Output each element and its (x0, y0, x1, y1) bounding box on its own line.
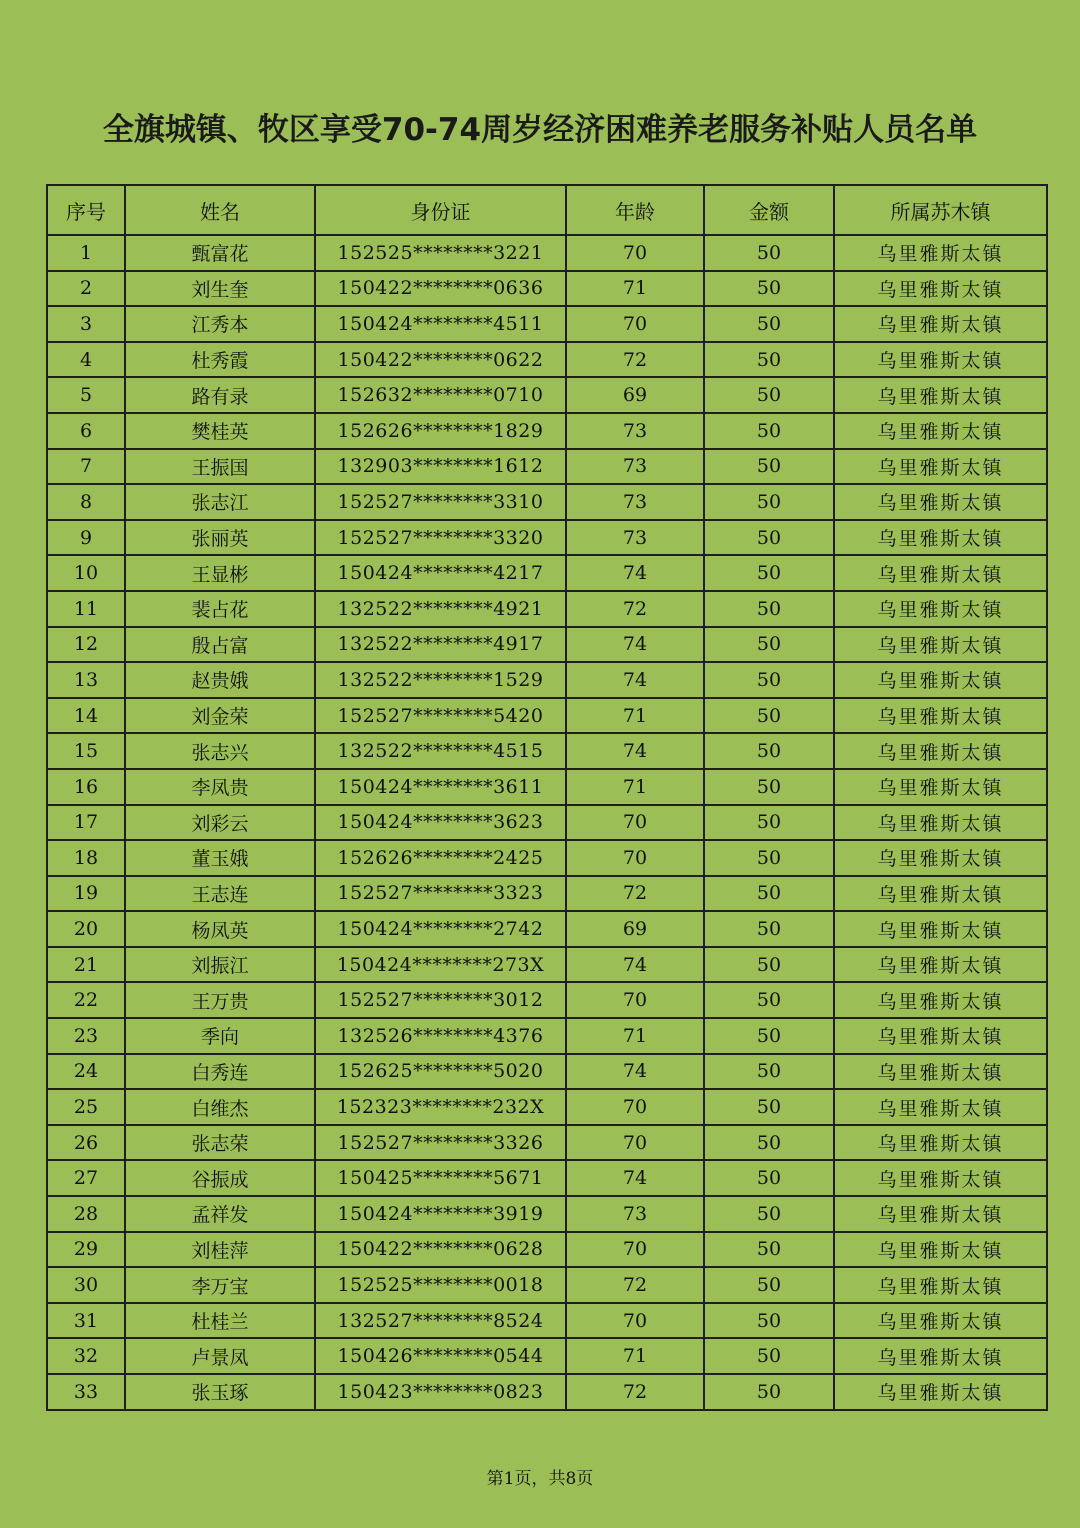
id-number-cell: 150424********4217 (315, 555, 566, 591)
page-number: 第1页，共8页 (486, 1469, 594, 1489)
town-cell: 乌里雅斯太镇 (834, 1160, 1047, 1196)
town-cell: 乌里雅斯太镇 (834, 1054, 1047, 1090)
id-number-cell: 150422********0628 (315, 1232, 566, 1268)
id-number-cell: 152527********3320 (315, 520, 566, 556)
row-index-cell: 17 (47, 805, 125, 841)
amount-cell: 50 (704, 947, 834, 983)
row-index-cell: 15 (47, 733, 125, 769)
id-number-cell: 132522********4921 (315, 591, 566, 627)
person-name-cell: 张志江 (125, 484, 315, 520)
table-row (47, 947, 1047, 983)
id-number-cell: 150424********3611 (315, 769, 566, 805)
table-row (47, 876, 1047, 912)
row-index-cell: 12 (47, 627, 125, 663)
town-cell: 乌里雅斯太镇 (834, 235, 1047, 271)
age-cell: 72 (566, 591, 704, 627)
table-row (47, 1054, 1047, 1090)
row-index-cell: 33 (47, 1374, 125, 1410)
age-cell: 74 (566, 662, 704, 698)
id-number-cell: 132522********1529 (315, 662, 566, 698)
person-name-cell: 王振国 (125, 449, 315, 485)
table-row (47, 627, 1047, 663)
id-number-cell: 152625********5020 (315, 1054, 566, 1090)
town-cell: 乌里雅斯太镇 (834, 377, 1047, 413)
amount-cell: 50 (704, 484, 834, 520)
table-row (47, 1232, 1047, 1268)
amount-cell: 50 (704, 1338, 834, 1374)
row-index-cell: 9 (47, 520, 125, 556)
town-cell: 乌里雅斯太镇 (834, 1303, 1047, 1339)
table-body (47, 235, 1047, 1410)
id-number-cell: 152323********232X (315, 1089, 566, 1125)
row-index-cell: 14 (47, 698, 125, 734)
age-cell: 73 (566, 520, 704, 556)
row-index-cell: 18 (47, 840, 125, 876)
person-name-cell: 刘彩云 (125, 805, 315, 841)
id-number-cell: 152527********5420 (315, 698, 566, 734)
person-name-cell: 杨凤英 (125, 911, 315, 947)
table-row (47, 1374, 1047, 1410)
amount-cell: 50 (704, 1232, 834, 1268)
amount-cell: 50 (704, 520, 834, 556)
town-cell: 乌里雅斯太镇 (834, 1267, 1047, 1303)
table-row (47, 1018, 1047, 1054)
age-cell: 72 (566, 1374, 704, 1410)
amount-cell: 50 (704, 627, 834, 663)
row-index-cell: 29 (47, 1232, 125, 1268)
table-row (47, 449, 1047, 485)
person-name-cell: 杜秀霞 (125, 342, 315, 378)
id-number-cell: 150426********0544 (315, 1338, 566, 1374)
age-cell: 70 (566, 235, 704, 271)
id-number-cell: 132526********4376 (315, 1018, 566, 1054)
table-header-row (47, 185, 1047, 235)
row-index-cell: 16 (47, 769, 125, 805)
table-row (47, 484, 1047, 520)
id-number-cell: 152527********3012 (315, 982, 566, 1018)
town-cell: 乌里雅斯太镇 (834, 840, 1047, 876)
amount-cell: 50 (704, 1374, 834, 1410)
amount-cell: 50 (704, 1303, 834, 1339)
age-cell: 70 (566, 1232, 704, 1268)
id-number-cell: 132522********4917 (315, 627, 566, 663)
town-cell: 乌里雅斯太镇 (834, 413, 1047, 449)
age-cell: 70 (566, 982, 704, 1018)
table-row (47, 1089, 1047, 1125)
row-index-cell: 5 (47, 377, 125, 413)
person-name-cell: 白维杰 (125, 1089, 315, 1125)
age-cell: 72 (566, 1267, 704, 1303)
person-name-cell: 裴占花 (125, 591, 315, 627)
amount-cell: 50 (704, 840, 834, 876)
age-cell: 74 (566, 1054, 704, 1090)
amount-cell: 50 (704, 805, 834, 841)
header-age: 年龄 (566, 185, 704, 235)
id-number-cell: 150424********3919 (315, 1196, 566, 1232)
table-row (47, 555, 1047, 591)
row-index-cell: 4 (47, 342, 125, 378)
table-row (47, 342, 1047, 378)
id-number-cell: 152626********1829 (315, 413, 566, 449)
town-cell: 乌里雅斯太镇 (834, 911, 1047, 947)
row-index-cell: 8 (47, 484, 125, 520)
person-name-cell: 赵贵娥 (125, 662, 315, 698)
person-name-cell: 路有录 (125, 377, 315, 413)
table-row (47, 840, 1047, 876)
town-cell: 乌里雅斯太镇 (834, 698, 1047, 734)
amount-cell: 50 (704, 662, 834, 698)
town-cell: 乌里雅斯太镇 (834, 1089, 1047, 1125)
amount-cell: 50 (704, 342, 834, 378)
age-cell: 70 (566, 306, 704, 342)
town-cell: 乌里雅斯太镇 (834, 591, 1047, 627)
id-number-cell: 150424********273X (315, 947, 566, 983)
person-name-cell: 白秀连 (125, 1054, 315, 1090)
person-name-cell: 董玉娥 (125, 840, 315, 876)
town-cell: 乌里雅斯太镇 (834, 805, 1047, 841)
id-number-cell: 150422********0622 (315, 342, 566, 378)
amount-cell: 50 (704, 1089, 834, 1125)
id-number-cell: 150424********3623 (315, 805, 566, 841)
id-number-cell: 152626********2425 (315, 840, 566, 876)
row-index-cell: 22 (47, 982, 125, 1018)
town-cell: 乌里雅斯太镇 (834, 1232, 1047, 1268)
row-index-cell: 30 (47, 1267, 125, 1303)
person-name-cell: 殷占富 (125, 627, 315, 663)
age-cell: 73 (566, 1196, 704, 1232)
id-number-cell: 132903********1612 (315, 449, 566, 485)
table-row (47, 1196, 1047, 1232)
age-cell: 69 (566, 911, 704, 947)
age-cell: 69 (566, 377, 704, 413)
id-number-cell: 132527********8524 (315, 1303, 566, 1339)
town-cell: 乌里雅斯太镇 (834, 449, 1047, 485)
amount-cell: 50 (704, 1160, 834, 1196)
person-name-cell: 张志荣 (125, 1125, 315, 1161)
row-index-cell: 26 (47, 1125, 125, 1161)
row-index-cell: 6 (47, 413, 125, 449)
person-name-cell: 李万宝 (125, 1267, 315, 1303)
row-index-cell: 2 (47, 271, 125, 307)
table-row (47, 1125, 1047, 1161)
id-number-cell: 152632********0710 (315, 377, 566, 413)
header-town: 所属苏木镇 (834, 185, 1047, 235)
age-cell: 73 (566, 449, 704, 485)
subsidy-roster-table (46, 184, 1048, 1411)
id-number-cell: 152525********3221 (315, 235, 566, 271)
age-cell: 73 (566, 413, 704, 449)
person-name-cell: 江秀本 (125, 306, 315, 342)
row-index-cell: 27 (47, 1160, 125, 1196)
id-number-cell: 150425********5671 (315, 1160, 566, 1196)
row-index-cell: 28 (47, 1196, 125, 1232)
person-name-cell: 谷振成 (125, 1160, 315, 1196)
row-index-cell: 11 (47, 591, 125, 627)
row-index-cell: 25 (47, 1089, 125, 1125)
table-row (47, 271, 1047, 307)
table-row (47, 377, 1047, 413)
id-number-cell: 150423********0823 (315, 1374, 566, 1410)
person-name-cell: 王志连 (125, 876, 315, 912)
person-name-cell: 李凤贵 (125, 769, 315, 805)
id-number-cell: 150422********0636 (315, 271, 566, 307)
amount-cell: 50 (704, 769, 834, 805)
age-cell: 71 (566, 698, 704, 734)
table-row (47, 520, 1047, 556)
table-row (47, 413, 1047, 449)
person-name-cell: 季向 (125, 1018, 315, 1054)
person-name-cell: 孟祥发 (125, 1196, 315, 1232)
table-row (47, 805, 1047, 841)
header-index: 序号 (47, 185, 125, 235)
row-index-cell: 32 (47, 1338, 125, 1374)
table-row (47, 662, 1047, 698)
row-index-cell: 24 (47, 1054, 125, 1090)
amount-cell: 50 (704, 1267, 834, 1303)
person-name-cell: 甄富花 (125, 235, 315, 271)
age-cell: 74 (566, 555, 704, 591)
age-cell: 72 (566, 342, 704, 378)
person-name-cell: 刘金荣 (125, 698, 315, 734)
table-row (47, 911, 1047, 947)
table-row (47, 1160, 1047, 1196)
header-amount: 金额 (704, 185, 834, 235)
age-cell: 71 (566, 271, 704, 307)
table-row (47, 1338, 1047, 1374)
amount-cell: 50 (704, 449, 834, 485)
amount-cell: 50 (704, 235, 834, 271)
person-name-cell: 杜桂兰 (125, 1303, 315, 1339)
amount-cell: 50 (704, 698, 834, 734)
age-cell: 70 (566, 805, 704, 841)
row-index-cell: 31 (47, 1303, 125, 1339)
town-cell: 乌里雅斯太镇 (834, 520, 1047, 556)
table-row (47, 1303, 1047, 1339)
town-cell: 乌里雅斯太镇 (834, 1196, 1047, 1232)
person-name-cell: 刘桂萍 (125, 1232, 315, 1268)
header-id-number: 身份证 (315, 185, 566, 235)
town-cell: 乌里雅斯太镇 (834, 555, 1047, 591)
person-name-cell: 卢景凤 (125, 1338, 315, 1374)
table-row (47, 982, 1047, 1018)
town-cell: 乌里雅斯太镇 (834, 484, 1047, 520)
amount-cell: 50 (704, 377, 834, 413)
row-index-cell: 21 (47, 947, 125, 983)
amount-cell: 50 (704, 1054, 834, 1090)
town-cell: 乌里雅斯太镇 (834, 733, 1047, 769)
age-cell: 70 (566, 1125, 704, 1161)
person-name-cell: 樊桂英 (125, 413, 315, 449)
town-cell: 乌里雅斯太镇 (834, 342, 1047, 378)
row-index-cell: 19 (47, 876, 125, 912)
amount-cell: 50 (704, 1018, 834, 1054)
town-cell: 乌里雅斯太镇 (834, 769, 1047, 805)
table-row (47, 733, 1047, 769)
age-cell: 74 (566, 733, 704, 769)
amount-cell: 50 (704, 555, 834, 591)
row-index-cell: 20 (47, 911, 125, 947)
amount-cell: 50 (704, 733, 834, 769)
row-index-cell: 1 (47, 235, 125, 271)
age-cell: 73 (566, 484, 704, 520)
table-row (47, 306, 1047, 342)
table-row (47, 769, 1047, 805)
row-index-cell: 7 (47, 449, 125, 485)
id-number-cell: 152527********3310 (315, 484, 566, 520)
amount-cell: 50 (704, 982, 834, 1018)
amount-cell: 50 (704, 876, 834, 912)
row-index-cell: 3 (47, 306, 125, 342)
person-name-cell: 王万贵 (125, 982, 315, 1018)
person-name-cell: 刘生奎 (125, 271, 315, 307)
table-row (47, 235, 1047, 271)
town-cell: 乌里雅斯太镇 (834, 306, 1047, 342)
town-cell: 乌里雅斯太镇 (834, 1125, 1047, 1161)
amount-cell: 50 (704, 1125, 834, 1161)
row-index-cell: 13 (47, 662, 125, 698)
person-name-cell: 张丽英 (125, 520, 315, 556)
town-cell: 乌里雅斯太镇 (834, 271, 1047, 307)
page-title: 全旗城镇、牧区享受70-74周岁经济困难养老服务补贴人员名单 (102, 112, 978, 148)
age-cell: 72 (566, 876, 704, 912)
town-cell: 乌里雅斯太镇 (834, 1374, 1047, 1410)
person-name-cell: 张志兴 (125, 733, 315, 769)
id-number-cell: 150424********4511 (315, 306, 566, 342)
town-cell: 乌里雅斯太镇 (834, 1018, 1047, 1054)
town-cell: 乌里雅斯太镇 (834, 947, 1047, 983)
row-index-cell: 10 (47, 555, 125, 591)
town-cell: 乌里雅斯太镇 (834, 982, 1047, 1018)
amount-cell: 50 (704, 271, 834, 307)
id-number-cell: 152527********3323 (315, 876, 566, 912)
id-number-cell: 150424********2742 (315, 911, 566, 947)
id-number-cell: 152525********0018 (315, 1267, 566, 1303)
age-cell: 70 (566, 840, 704, 876)
age-cell: 70 (566, 1089, 704, 1125)
age-cell: 74 (566, 1160, 704, 1196)
town-cell: 乌里雅斯太镇 (834, 876, 1047, 912)
town-cell: 乌里雅斯太镇 (834, 627, 1047, 663)
town-cell: 乌里雅斯太镇 (834, 662, 1047, 698)
town-cell: 乌里雅斯太镇 (834, 1338, 1047, 1374)
age-cell: 71 (566, 769, 704, 805)
amount-cell: 50 (704, 911, 834, 947)
person-name-cell: 刘振江 (125, 947, 315, 983)
id-number-cell: 152527********3326 (315, 1125, 566, 1161)
amount-cell: 50 (704, 591, 834, 627)
person-name-cell: 王显彬 (125, 555, 315, 591)
age-cell: 70 (566, 1303, 704, 1339)
amount-cell: 50 (704, 413, 834, 449)
person-name-cell: 张玉琢 (125, 1374, 315, 1410)
age-cell: 71 (566, 1018, 704, 1054)
table-row (47, 698, 1047, 734)
age-cell: 74 (566, 947, 704, 983)
header-name: 姓名 (125, 185, 315, 235)
age-cell: 71 (566, 1338, 704, 1374)
row-index-cell: 23 (47, 1018, 125, 1054)
amount-cell: 50 (704, 306, 834, 342)
table-row (47, 1267, 1047, 1303)
age-cell: 74 (566, 627, 704, 663)
table-row (47, 591, 1047, 627)
id-number-cell: 132522********4515 (315, 733, 566, 769)
amount-cell: 50 (704, 1196, 834, 1232)
